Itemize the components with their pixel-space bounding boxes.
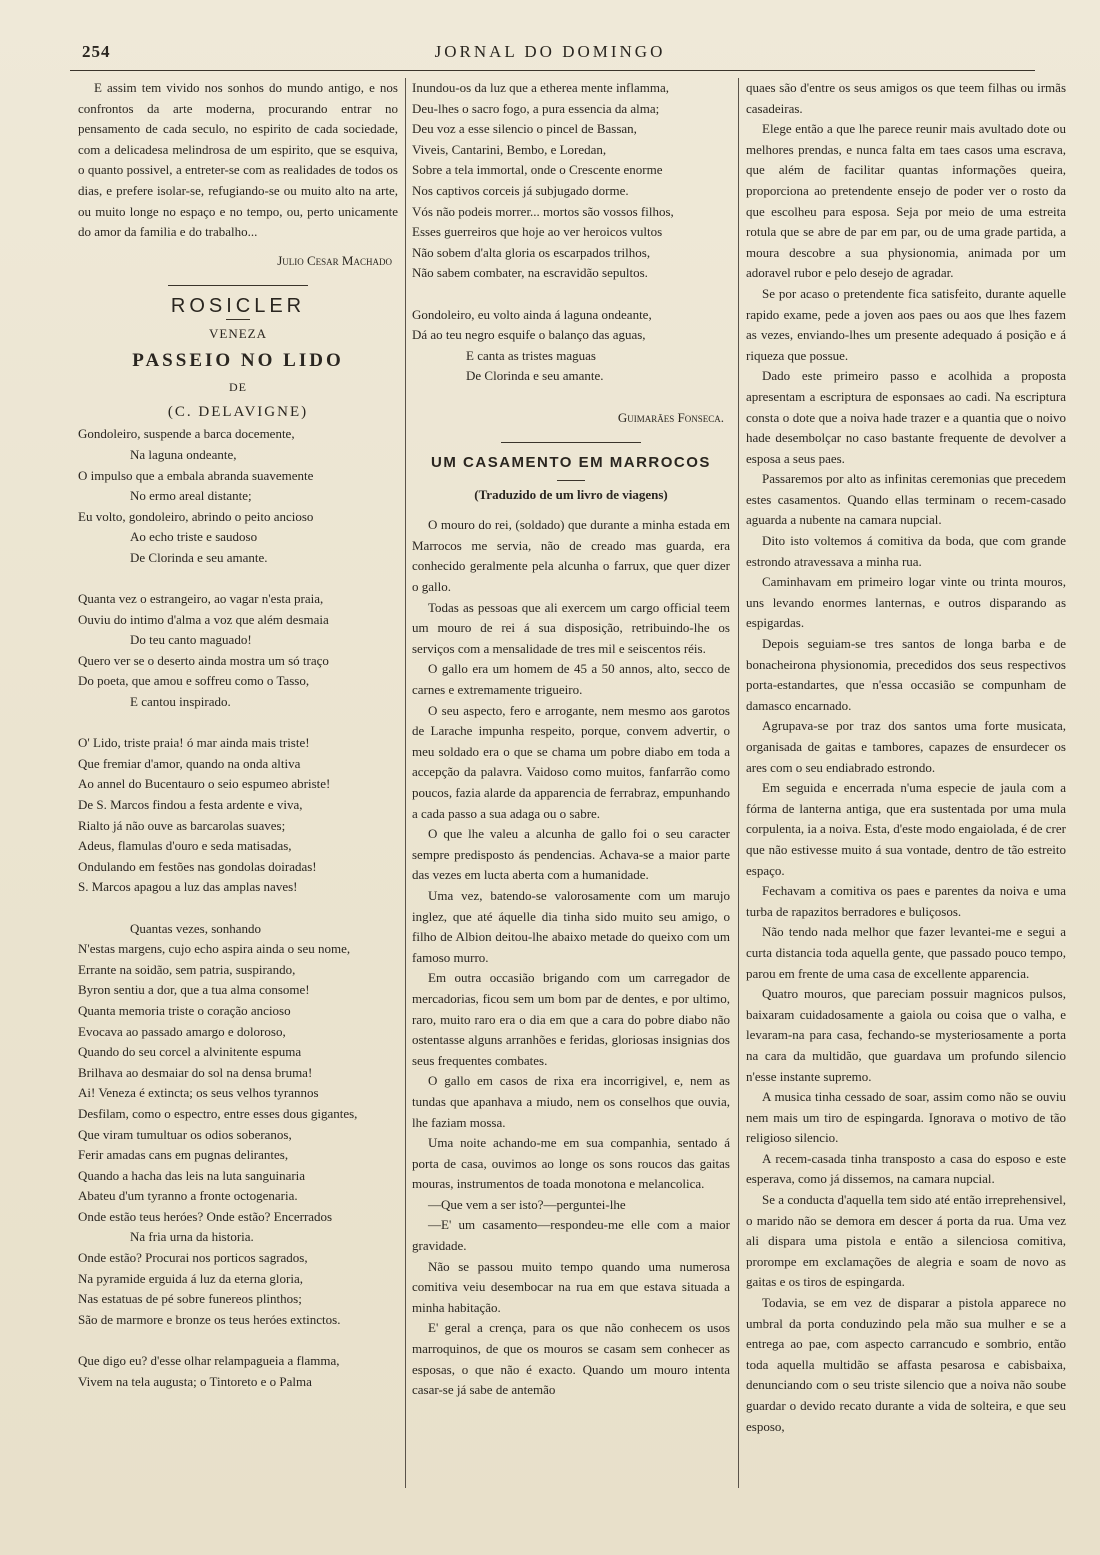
verse-line: Quanta vez o estrangeiro, ao vagar n'esta praia, (78, 591, 324, 607)
verse-line: Gondoleiro, eu volto ainda á laguna ondeante, (412, 306, 652, 322)
verse-line: Inundou-os da luz que a etherea mente inflamma, (412, 80, 670, 95)
verse-line: Deu voz a esse silencio o pincel de Bassan, (412, 121, 637, 137)
paragraph: Não se passou muito tempo quando uma numerosa comitiva veiu desembocar na rua em que estava situada a minha habitação. (412, 1258, 730, 1315)
verse-line: São de marmore e bronze os teus heróes extinctos. (78, 1311, 341, 1327)
verse-line: De Clorinda e seu amante. (130, 549, 268, 565)
verse-line: Ferir amadas cans em pugnas delirantes, (78, 1147, 289, 1163)
verse-line: Vós não podeis morrer... mortos são vossos filhos, (412, 203, 674, 219)
paragraph: A musica tinha cessado de soar, assim como não se ouviu nem mais um tiro de espingarda. Ignorava o motivo de tão religioso silencio. (746, 1089, 1066, 1146)
paragraph: Uma noite achando-me em sua companhia, sentado á porta de casa, ouvimos ao longe os sons roucos das gaitas mouras, instrumentos de toada monotona e melancolica. (412, 1135, 730, 1192)
poem-stanza (78, 733, 398, 898)
verse-line: Ai! Veneza é extincta; os seus velhos tyrannos (78, 1085, 319, 1101)
verse-line: E canta as tristes maguas (466, 347, 596, 363)
paragraph: Elege então a que lhe parece reunir mais avultado dote ou melhores prendas, e nunca falta em taes casos uma escrava, que além de facilitar quantas informações queira, proporciona ao pretendente ensejo de poder ver o rosto da que escolheu para esposa. Seja por meio de uma estreita rotula que se abre de par em par, ou de uma grade partida, a moura descobre a sua physionomia, animada por um adoravel rubor e pelo desejo de agradar. (746, 121, 1066, 281)
verse-line: Nas estatuas de pé sobre funereos plinthos; (78, 1291, 302, 1307)
verse-line: Não sobem d'alta gloria os escarpados trilhos, (412, 244, 651, 260)
verse-line: N'estas margens, cujo echo aspira ainda o seu nome, (78, 941, 351, 957)
paragraph: Em outra occasião brigando com um carregador de mercadorias, ficou sem um bom par de dentes, e por ultimo, raro, muito raro era o dia em que a cara do pobre diabo não ostentasse alguns arranhões e feridas, gloriosas insignias dos seus frequentes combates. (412, 970, 730, 1068)
verse-line: Onde estão? Procurai nos porticos sagrados, (78, 1250, 308, 1266)
column-divider (405, 78, 406, 1488)
poem-stanza (412, 78, 730, 284)
verse-line: Nos captivos corceis já subjugado dorme. (412, 182, 629, 198)
verse-line: O' Lido, triste praia! ó mar ainda mais triste! (78, 735, 310, 751)
paragraph: O que lhe valeu a alcunha de gallo foi o seu caracter sempre predisposto ás pendencias. Achava-se a maior parte das vezes em lucta aberta com a humanidade. (412, 826, 730, 883)
verse-line: Sobre a tela immortal, onde o Crescente enorme (412, 162, 663, 178)
poem-verses (78, 424, 398, 1392)
verse-line: Adeus, flamulas d'ouro e seda matisadas, (78, 838, 292, 854)
column-divider (738, 78, 739, 1488)
verse-line: Ondulando em festões nas gondolas doiradas! (78, 858, 317, 874)
poem-place: VENEZA (209, 325, 267, 341)
article-title: UM CASAMENTO EM MARROCOS (431, 454, 711, 472)
paragraph: E' geral a crença, para os que não conhecem os usos marroquinos, de que os mouros se casam sem conhecer as esposas, o que não é exacto. Quando um mouro intenta casar-se já sabe de antemão (412, 1320, 730, 1398)
paragraph: Todavia, se em vez de disparar a pistola apparece no umbral da porta conduzindo pela mão sua mulher e se a entrega ao pae, com aspecto carrancudo e sombrio, então toda aquella multidão se affasta pesarosa e cabisbaixa, denunciando com o seu triste silencio que a noiva não soube guardar o devido recato durante a vida de solteira, e que seu esposo, (746, 1295, 1066, 1434)
poem-author: (C. DELAVIGNE) (167, 403, 309, 420)
verse-line: Gondoleiro, suspende a barca docemente, (78, 426, 295, 442)
header-rule (70, 70, 1035, 71)
verse-line: Vivem na tela augusta; o Tintoreto e o Palma (78, 1373, 312, 1389)
verse-line: Não sabem combater, na escravidão sepultos. (412, 265, 648, 281)
article-body-continued (746, 78, 1066, 1437)
paragraph: Passaremos por alto as infinitas ceremonias que precedem estes casamentos. Quando ellas terminam o recem-casado aguarda a nubente na camara nupcial. (746, 471, 1066, 528)
paragraph: quaes são d'entre os seus amigos os que teem filhas ou irmãs casadeiras. (746, 80, 1066, 116)
paragraph: O gallo em casos de rixa era incorrigivel, e, nem as tundas que apanhava a miudo, nem os conselhos que ouvia, lhe faziam mossa. (412, 1073, 730, 1130)
verse-line: Ouviu do intimo d'alma a voz que além desmaia (78, 611, 329, 627)
verse-line: Quando a hacha das leis na luta sanguinaria (78, 1167, 306, 1183)
verse-line: Esses guerreiros que hoje ao ver heroicos vultos (412, 224, 663, 240)
article-body (412, 515, 730, 1401)
poem-verses-continued (412, 78, 730, 387)
page-header (70, 38, 1030, 68)
verse-line: Dá ao teu negro esquife o balanço das aguas, (412, 327, 646, 343)
verse-line: De S. Marcos findou a festa ardente e viva, (78, 797, 303, 812)
paragraph: O seu aspecto, fero e arrogante, nem mesmo aos garotos de Larache impunha respeito, porque, convem advertir, o meu soldado era o que se chama um pobre diabo em toda a accepção da palavra. Vaidoso como muitos, fanfarrão como poucos, fazia alarde da apparencia de ferrabraz, empunhando a cada passo a sua adaga ou o sabre. (412, 702, 730, 821)
verse-line: Errante na soidão, sem patria, suspirando, (78, 961, 296, 977)
title-rule (557, 480, 585, 481)
signature: Julio Cesar Machado (277, 252, 392, 268)
paragraph: Não tendo nada melhor que fazer levantei-me e segui a curta distancia toda aquella gente, que passado pouco tempo, parou em frente de uma casa de excellente apparencia. (746, 924, 1066, 981)
column-1 (78, 78, 398, 1413)
poem-stanza (78, 589, 398, 713)
paragraph: Fechavam a comitiva os paes e parentes da noiva e uma turba de rapazitos berradores e buliçosos. (746, 883, 1066, 919)
verse-line: Na fria urna da historia. (130, 1229, 254, 1245)
verse-line: Desfilam, como o espectro, entre esses dous gigantes, (78, 1105, 358, 1121)
verse-line: S. Marcos apagou a luz das amplas naves! (78, 879, 298, 895)
paragraph: Dado este primeiro passo e acolhida a proposta apresentam a escriptura de esponsaes ao cadi. Na escriptura consta o dote que a noiva hade trazer e a quantia que o noivo hade desembolçar no caso bastante frequente de devolver a esposa a seus paes. (746, 368, 1066, 466)
column-2 (412, 78, 730, 1401)
verse-line: Eu volto, gondoleiro, abrindo o peito ancioso (78, 508, 314, 524)
verse-line: Na pyramide erguida á luz da eterna gloria, (78, 1270, 303, 1286)
poem-stanza (78, 424, 398, 568)
paragraph: Dito isto voltemos á comitiva da boda, que com grande estrondo atravessava a minha rua. (746, 533, 1066, 569)
verse-line: Rialto já não ouve as barcarolas suaves; (78, 817, 286, 833)
paragraph: Uma vez, batendo-se valorosamente com um marujo inglez, que até áquelle dia tinha sido muito seu amigo, o filho de Albion deitou-lhe abaixo metade do queixo com um famoso murro. (412, 887, 730, 965)
paragraph: Depois seguiam-se tres santos de longa barba e de bonacheirona physionomia, precedidos dos seus respectivos porta-estandartes, que n'essa occasião se compunham de damasco encarnado. (746, 636, 1066, 713)
paragraph: Caminhavam em primeiro logar vinte ou trinta mouros, uns levando enormes lanternas, e outros disparando as espigardas. (746, 574, 1066, 631)
column-3 (746, 78, 1066, 1437)
article-subtitle: (Traduzido de um livro de viagens) (474, 486, 668, 502)
poem-title: ROSICLER (170, 295, 306, 318)
poem-stanza (78, 919, 398, 1331)
verse-line: Que viram tumultuar os odios soberanos, (78, 1126, 292, 1142)
verse-line: E cantou inspirado. (130, 694, 231, 710)
title-rule (226, 319, 250, 320)
verse-line: De Clorinda e seu amante. (466, 368, 604, 384)
intro-text (78, 78, 398, 243)
verse-line: Ao annel do Bucentauro o seio espumeo abriste! (78, 776, 331, 792)
poem-stanza (412, 305, 730, 387)
verse-line: Evocava ao passado amargo e doloroso, (78, 1023, 286, 1039)
paragraph: Se por acaso o pretendente fica satisfeito, durante aquelle rapido exame, pede a joven aos paes ou aos que lhes fazem as vezes, enviando-lhes um presente adequado á posição e á riqueza que possue. (746, 285, 1066, 363)
verse-line: Quero ver se o deserto ainda mostra um só traço (78, 652, 329, 668)
verse-line: Abateu d'um tyranno a fronte octogenaria. (78, 1188, 298, 1204)
paragraph: Quatro mouros, que pareciam possuir magnicos pulsos, baixaram cuidadosamente a gaiola ou coisa que o valha, e levaram-na para casa, fechando-se mysteriosamente a porta na cara da multidão, que guardava um profundo silencio n'esse instante supremo. (746, 986, 1066, 1084)
signature: Guimarães Fonseca. (617, 409, 724, 425)
paragraph: —E' um casamento—respondeu-me elle com a maior gravidade. (412, 1217, 730, 1254)
journal-title: JORNAL DO DOMINGO (434, 42, 666, 61)
verse-line: Ao echo triste e saudoso (130, 529, 258, 545)
section-divider (168, 285, 308, 286)
verse-line: Deu-lhes o sacro fogo, a pura essencia da alma; (412, 100, 660, 116)
verse-line: Quantas vezes, sonhando (130, 920, 262, 936)
paragraph: Em seguida e encerrada n'uma especie de jaula com a fórma de lanterna antiga, que era sustentada por uma mula corpulenta, ia a noiva. Esta, d'este modo engaiolada, é de crer que não estivesse muito á sua vontade, dentro de tão estreito espaço. (746, 780, 1066, 878)
intro-paragraph: E assim tem vivido nos sonhos do mundo antigo, e nos confrontos da arte moderna, procurando entrar no pensamento de cada seculo, no espirito de cada sociedade, com a delicadesa melindrosa de um espirito, que se esquiva, o quanto possivel, a entreter-se com as realidades de todos os dias, e prefere isolar-se, refugiando-se ou muito alto na arte, ou muito longe no espaço e no tempo, ou, perto unicamente do amor da familia e do trabalho... (78, 80, 398, 240)
verse-line: Byron sentiu a dor, que a tua alma consome! (78, 982, 310, 998)
poem-heading: PASSEIO NO LIDO (132, 349, 344, 371)
verse-line: O impulso que a embala abranda suavemente (78, 467, 314, 483)
verse-line: Do teu canto maguado! (130, 632, 252, 648)
verse-line: Viveis, Cantarini, Bembo, e Loredan, (412, 141, 607, 157)
poem-stanza (78, 1351, 398, 1392)
verse-line: Quanta memoria triste o coração ancioso (78, 1002, 291, 1018)
page-number: 254 (82, 42, 111, 61)
paragraph: A recem-casada tinha transposto a casa do esposo e este esperava, como já dissemos, na camara nupcial. (746, 1150, 1066, 1187)
paragraph: —Que vem a ser isto?—perguntei-lhe (428, 1196, 626, 1212)
poem-de: DE (229, 380, 247, 395)
verse-line: Quando do seu corcel a alvinitente espuma (78, 1044, 302, 1060)
paragraph: Se a conducta d'aquella tem sido até então irreprehensivel, o marido não se demora em descer á porta da rua. Uma vez ali dispara uma pistola e então a silenciosa comitiva, prorompe em exclamações de alegria e soam de novo as gaitas e os tiros de espingarda. (746, 1192, 1066, 1290)
verse-line: Na laguna ondeante, (130, 446, 237, 462)
verse-line: Brilhava ao desmaiar do sol na densa bruma! (78, 1064, 313, 1080)
verse-line: Que fremiar d'amor, quando na onda altiva (78, 755, 301, 771)
verse-line: No ermo areal distante; (130, 488, 252, 504)
section-divider (501, 442, 641, 443)
verse-line: Onde estão teus heróes? Onde estão? Encerrados (78, 1208, 333, 1224)
paragraph: O mouro do rei, (soldado) que durante a minha estada em Marrocos me servia, não de creado mas guarda, era conhecido geralmente pela alcunha o farrux, que quer dizer o gallo. (412, 517, 730, 595)
paragraph: Agrupava-se por traz dos santos uma forte musicata, organisada de gaitas e tambores, capazes de ensurdecer os ares com o seu endiabrado estrondo. (746, 718, 1066, 775)
verse-line: Que digo eu? d'esse olhar relampagueia a flamma, (78, 1353, 340, 1369)
paragraph: O gallo era um homem de 45 a 50 annos, alto, secco de carnes e extremamente trigueiro. (412, 661, 730, 698)
paragraph: Todas as pessoas que ali exercem um cargo official teem um mouro de rei á sua disposição, retribuindo-lhe os serviços com a mensalidade de tres mil e seiscentos réis. (412, 599, 730, 656)
verse-line: Do poeta, que amou e soffreu como o Tasso, (78, 673, 310, 689)
